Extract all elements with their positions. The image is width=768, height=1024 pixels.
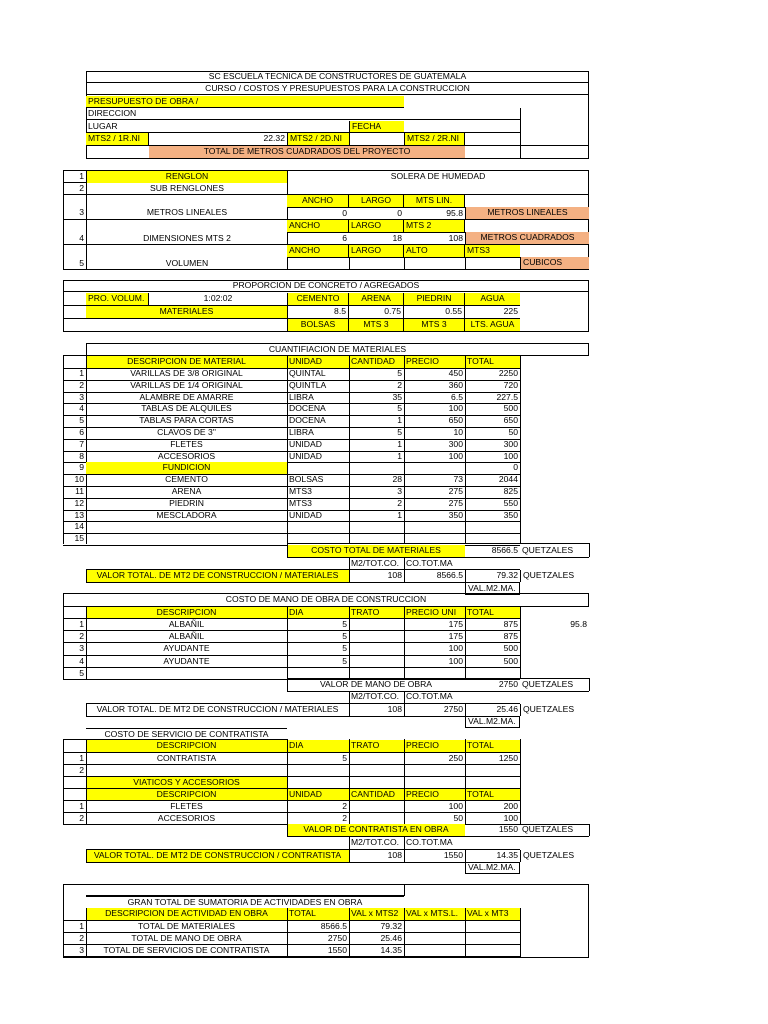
gran-total-value: 1550 [327, 945, 347, 955]
row-number: 3 [79, 643, 84, 653]
mano-description: AYUDANTE [163, 656, 210, 666]
material-total: 227.5 [496, 392, 518, 402]
material-total: 2044 [498, 474, 518, 484]
material-price: 73 [453, 474, 463, 484]
row-number: 5 [79, 415, 84, 425]
gran-total-head: DESCRIPCION DE ACTIVIDAD EN OBRA [86, 908, 287, 920]
valor-total-label: VALOR TOTAL. DE MT2 DE CONSTRUCCION / CONTRATISTA [86, 850, 349, 862]
co-tot-label: CO.TOT.MA [406, 691, 453, 701]
viaticos-total: 100 [503, 813, 518, 823]
gran-total-description: TOTAL DE MATERIALES [137, 921, 236, 931]
viaticos-total: 200 [503, 801, 518, 811]
row-number: 9 [79, 462, 84, 472]
metros-cuadrados-result: METROS CUADRADOS [465, 232, 589, 244]
co-tot-label: CO.TOT.MA [406, 558, 453, 568]
row-number: 8 [79, 451, 84, 461]
valor-co: 8566.5 [404, 570, 465, 582]
material-quantity: 1 [397, 415, 402, 425]
fecha-label: FECHA [349, 121, 404, 133]
gran-total-head: TOTAL [287, 908, 349, 920]
material-quantity: 1 [397, 439, 402, 449]
ancho-value: 0 [287, 207, 349, 219]
agua-head: AGUA [465, 293, 520, 305]
contratista-head: PRECIO [404, 740, 465, 752]
largo-head: LARGO [349, 220, 404, 232]
material-price: 300 [448, 439, 463, 449]
quetzales-label: QUETZALES [520, 704, 589, 716]
viaticos-description: ACCESORIOS [157, 813, 216, 823]
row-number: 2 [79, 380, 84, 390]
cubicos-result: CUBICOS [520, 257, 589, 269]
material-price: 360 [448, 380, 463, 390]
row-number: 2 [79, 933, 84, 943]
material-price: 650 [448, 415, 463, 425]
viaticos-head: PRECIO [404, 789, 465, 801]
arena-head: ARENA [349, 293, 404, 305]
mano-title: COSTO DE MANO DE OBRA DE CONSTRUCCION [63, 594, 589, 606]
contratista-description: CONTRATISTA [156, 753, 217, 763]
contratista-title: COSTO DE SERVICIO DE CONTRATISTA [86, 728, 287, 740]
renglon-num: 4 [79, 233, 84, 243]
mano-dia: 5 [342, 619, 347, 629]
valor-result: 79.32 [465, 570, 520, 582]
material-description: VARILLAS DE 3/8 ORIGINAL [130, 368, 243, 378]
mano-price: 100 [448, 643, 463, 653]
material-description: VARILLAS DE 1/4 ORIGINAL [130, 380, 243, 390]
m2-tot-label: M2/TOT.CO. [351, 691, 400, 701]
gran-total-val-m2: 25.46 [380, 933, 402, 943]
viaticos-head: TOTAL [465, 789, 520, 801]
ancho-value: 6 [287, 232, 349, 244]
mano-dia: 5 [342, 656, 347, 666]
material-description: FLETES [170, 439, 203, 449]
gran-total-description: TOTAL DE MANO DE OBRA [131, 933, 242, 943]
materiales-head: TOTAL [465, 356, 520, 368]
material-price: 275 [448, 486, 463, 496]
mtslin-head: MTS LIN. [404, 195, 465, 207]
m2-tot-label: M2/TOT.CO. [351, 558, 400, 568]
row-number: 15 [74, 533, 84, 543]
proporcion-title: PROPORCION DE CONCRETO / AGREGADOS [63, 280, 589, 292]
material-quantity: 5 [397, 368, 402, 378]
material-price [404, 521, 465, 533]
dimensiones-label: DIMENSIONES MTS 2 [143, 233, 231, 243]
cemento-head: CEMENTO [287, 293, 349, 305]
course-title: CURSO / COSTOS Y PRESUPUESTOS PARA LA CONSTRUCCION [86, 83, 589, 95]
metros-lineales-label: METROS LINEALES [146, 207, 228, 217]
material-quantity: 1 [397, 510, 402, 520]
quetzales-label: QUETZALES [522, 824, 574, 834]
val-m2-label: VAL.M2.MA. [465, 716, 520, 728]
contratista-head: TOTAL [465, 740, 520, 752]
material-unit: MTS3 [289, 498, 312, 508]
materiales-title: CUANTIFIACION DE MATERIALES [86, 343, 589, 355]
row-number: 3 [79, 945, 84, 955]
row-number: 7 [79, 439, 84, 449]
piedrin-head: PIEDRIN [404, 293, 465, 305]
row-number: 1 [79, 921, 84, 931]
material-description: TABLAS DE ALQUILES [141, 403, 232, 413]
material-total: 825 [503, 486, 518, 496]
alto-head: ALTO [404, 245, 465, 257]
valor-contratista-value: 1550 [498, 824, 518, 834]
volumen-label: VOLUMEN [165, 258, 209, 268]
mano-head: DIA [287, 607, 349, 619]
metros-lineales-result: METROS LINEALES [465, 207, 589, 219]
ancho-head: ANCHO [287, 245, 349, 257]
material-price [404, 462, 465, 474]
largo-value: 0 [349, 207, 404, 219]
material-unit: UNIDAD [289, 439, 322, 449]
mano-total: 500 [503, 656, 518, 666]
material-description: TABLAS PARA CORTAS [139, 415, 234, 425]
material-unit [287, 462, 349, 474]
mano-total: 500 [503, 643, 518, 653]
mts2-1r-label: MTS2 / 1R.NI [86, 133, 149, 145]
viaticos-label: VIATICOS Y ACCESORIOS [86, 777, 287, 789]
renglon-num: 2 [79, 183, 84, 193]
mano-dia: 5 [342, 643, 347, 653]
viaticos-price: 100 [448, 801, 463, 811]
material-quantity: 5 [397, 427, 402, 437]
viaticos-description: FLETES [170, 801, 203, 811]
viaticos-price: 50 [453, 813, 463, 823]
mano-dia: 5 [342, 631, 347, 641]
row-number: 4 [79, 403, 84, 413]
mano-price: 175 [448, 631, 463, 641]
contratista-head: DESCRIPCION [86, 740, 287, 752]
row-number: 4 [79, 656, 84, 666]
mts3-unit: MTS 3 [404, 319, 465, 331]
gran-total-title: GRAN TOTAL DE SUMATORIA DE ACTIVIDADES EN OBRA [86, 896, 404, 908]
material-quantity: 3 [397, 486, 402, 496]
renglon-num: 3 [79, 207, 84, 217]
valor-result: 25.46 [465, 704, 520, 716]
material-total: 500 [503, 403, 518, 413]
materiales-head: DESCRIPCION DE MATERIAL [86, 356, 287, 368]
materiales-head: CANTIDAD [349, 356, 404, 368]
material-price: 6.5 [451, 392, 463, 402]
material-total: 0 [513, 462, 518, 472]
valor-m2: 108 [349, 704, 404, 716]
row-number: 1 [79, 619, 84, 629]
direccion-label: DIRECCION [86, 108, 520, 120]
row-number: 1 [79, 368, 84, 378]
material-description: CEMENTO [165, 474, 208, 484]
contratista-total: 1250 [498, 753, 518, 763]
material-price: 350 [448, 510, 463, 520]
material-unit: QUINTLA [289, 380, 327, 390]
quetzales-label: QUETZALES [520, 570, 589, 582]
material-unit [287, 521, 349, 533]
mts2-1r-value: 22.32 [263, 133, 285, 143]
total-m2-label: TOTAL DE METROS CUADRADOS DEL PROYECTO [149, 146, 465, 158]
material-price: 100 [448, 451, 463, 461]
renglon-num: 1 [79, 171, 84, 181]
costo-total-value: 8566.5 [491, 545, 518, 555]
material-quantity: 2 [397, 380, 402, 390]
mts2-value: 108 [404, 232, 465, 244]
material-quantity: 5 [397, 403, 402, 413]
viaticos-head: UNIDAD [287, 789, 349, 801]
valor-m2: 108 [349, 850, 404, 862]
material-total: 50 [508, 427, 518, 437]
presupuesto-label: PRESUPUESTO DE OBRA / [86, 96, 404, 108]
material-unit: UNIDAD [289, 451, 322, 461]
material-description: CLAVOS DE 3" [157, 427, 216, 437]
material-description: ARENA [171, 486, 202, 496]
viaticos-quantity: 2 [342, 813, 347, 823]
mano-head: TRATO [349, 607, 404, 619]
mano-total: 875 [503, 631, 518, 641]
lugar-label: LUGAR [88, 121, 118, 131]
bolsas-unit: BOLSAS [287, 319, 349, 331]
contratista-head: DIA [287, 740, 349, 752]
gran-total-head: VAL x MTS2 [349, 908, 404, 920]
largo-head: LARGO [349, 245, 404, 257]
row-number: 2 [79, 631, 84, 641]
material-unit: DOCENA [289, 415, 326, 425]
mano-price: 100 [448, 656, 463, 666]
material-quantity: 1 [397, 451, 402, 461]
costo-total-label: COSTO TOTAL DE MATERIALES [287, 545, 465, 557]
material-price: 10 [453, 427, 463, 437]
material-quantity: 35 [392, 392, 402, 402]
material-total: 350 [503, 510, 518, 520]
valor-total-label: VALOR TOTAL. DE MT2 DE CONSTRUCCION / MATERIALES [86, 570, 349, 582]
material-description [86, 533, 287, 545]
materiales-head: PRECIO [404, 356, 465, 368]
row-number: 11 [75, 486, 84, 496]
contratista-price: 250 [448, 753, 463, 763]
school-title: SC ESCUELA TECNICA DE CONSTRUCTORES DE GUATEMALA [86, 71, 589, 83]
material-total: 2250 [498, 368, 518, 378]
material-unit: BOLSAS [289, 474, 324, 484]
viaticos-head: CANTIDAD [349, 789, 404, 801]
gran-total-description: TOTAL DE SERVICIOS DE CONTRATISTA [103, 945, 270, 955]
row-number: 6 [79, 427, 84, 437]
material-quantity [349, 462, 404, 474]
material-total: 720 [503, 380, 518, 390]
mts3-unit: MTS 3 [349, 319, 404, 331]
row-number: 2 [79, 765, 84, 775]
piedrin-value: 0.55 [404, 306, 465, 318]
largo-head: LARGO [349, 195, 404, 207]
agua-value: 225 [503, 306, 518, 316]
valor-co: 2750 [404, 704, 465, 716]
valor-mano-value: 2750 [498, 679, 518, 689]
gran-total-value: 8566.5 [320, 921, 347, 931]
viaticos-quantity: 2 [342, 801, 347, 811]
material-unit: MTS3 [289, 486, 312, 496]
valor-total-label: VALOR TOTAL. DE MT2 DE CONSTRUCCION / MATERIALES [96, 704, 339, 714]
material-total: 650 [503, 415, 518, 425]
val-m2-label: VAL.M2.MA. [465, 862, 520, 874]
ancho-head: ANCHO [287, 220, 349, 232]
gran-total-value: 2750 [327, 933, 347, 943]
arena-value: 0.75 [349, 306, 404, 318]
material-description: MESCLADORA [156, 510, 217, 520]
material-unit: LIBRA [289, 392, 314, 402]
quetzales-label: QUETZALES [522, 545, 574, 555]
largo-value: 18 [349, 232, 404, 244]
contratista-head: TRATO [349, 740, 404, 752]
material-description: ACCESORIOS [157, 451, 216, 461]
material-unit: UNIDAD [289, 510, 322, 520]
valor-m2: 108 [349, 570, 404, 582]
row-number: 3 [79, 392, 84, 402]
valor-co: 1550 [404, 850, 465, 862]
quetzales-label: QUETZALES [522, 679, 574, 689]
material-total: 100 [503, 451, 518, 461]
row-number: 10 [74, 474, 84, 484]
mano-description: ALBAÑIL [168, 619, 205, 629]
material-price: 275 [448, 498, 463, 508]
ratio-value: 1:02:02 [203, 293, 233, 303]
material-unit: LIBRA [289, 427, 314, 437]
material-total [465, 521, 520, 533]
material-quantity: 28 [392, 474, 402, 484]
material-quantity: 2 [397, 498, 402, 508]
materiales-head: UNIDAD [287, 356, 349, 368]
val-m2-label: VAL.M2.MA. [465, 583, 520, 595]
mts2-head: MTS 2 [404, 220, 465, 232]
mtslin-value: 95.8 [404, 207, 465, 219]
renglon-num: 5 [79, 258, 84, 268]
sub-renglones-label: SUB RENGLONES [149, 183, 225, 193]
material-total: 550 [503, 498, 518, 508]
co-tot-label: CO.TOT.MA [406, 837, 453, 847]
gran-total-val-m2: 79.32 [380, 921, 402, 931]
material-unit: QUINTAL [289, 368, 326, 378]
valor-contratista-label: VALOR DE CONTRATISTA EN OBRA [287, 824, 465, 836]
row-number: 12 [74, 498, 84, 508]
material-price: 450 [448, 368, 463, 378]
quetzales-label: QUETZALES [520, 850, 589, 862]
mts2-2d-label: MTS2 / 2D.NI [287, 133, 350, 145]
renglon-title: SOLERA DE HUMEDAD [390, 171, 486, 181]
material-description: FUNDICION [86, 462, 287, 474]
renglon-label: RENGLON [87, 171, 287, 183]
material-description: ALAMBRE DE AMARRE [139, 392, 234, 402]
material-description [86, 521, 287, 533]
material-price: 100 [448, 403, 463, 413]
cemento-value: 8.5 [287, 306, 349, 318]
gran-total-val-m2: 14.35 [380, 945, 402, 955]
mts3-head: MTS3 [465, 245, 520, 257]
contratista-dia: 5 [342, 753, 347, 763]
side-value: 95.8 [570, 619, 587, 629]
mano-description: ALBAÑIL [168, 631, 205, 641]
gran-total-head: VAL x MTS.L. [404, 908, 465, 920]
row-number: 1 [79, 801, 84, 811]
mano-head: PRECIO UNI [404, 607, 465, 619]
material-unit: DOCENA [289, 403, 326, 413]
mts2-2r-label: MTS2 / 2R.NI [404, 133, 465, 145]
mano-description: AYUDANTE [163, 643, 210, 653]
mano-head: DESCRIPCION [86, 607, 287, 619]
material-total: 300 [503, 439, 518, 449]
row-number: 14 [74, 521, 84, 531]
row-number: 5 [79, 668, 84, 678]
row-number: 13 [74, 510, 84, 520]
m2-tot-label: M2/TOT.CO. [351, 837, 400, 847]
valor-result: 14.35 [465, 850, 520, 862]
ancho-head: ANCHO [287, 195, 349, 207]
materiales-label: MATERIALES [86, 306, 287, 318]
mano-price: 175 [448, 619, 463, 629]
row-number: 2 [79, 813, 84, 823]
mano-head: TOTAL [465, 607, 520, 619]
material-quantity [349, 521, 404, 533]
row-number: 1 [79, 753, 84, 763]
material-description: PIEDRIN [169, 498, 204, 508]
valor-mano-label: VALOR DE MANO DE OBRA [319, 679, 433, 689]
viaticos-head: DESCRIPCION [86, 789, 287, 801]
mano-total: 875 [503, 619, 518, 629]
lts-agua-unit: LTS. AGUA [465, 319, 520, 331]
pro-volum-label: PRO. VOLUM. [86, 293, 149, 305]
gran-total-head: VAL x MT3 [465, 908, 520, 920]
